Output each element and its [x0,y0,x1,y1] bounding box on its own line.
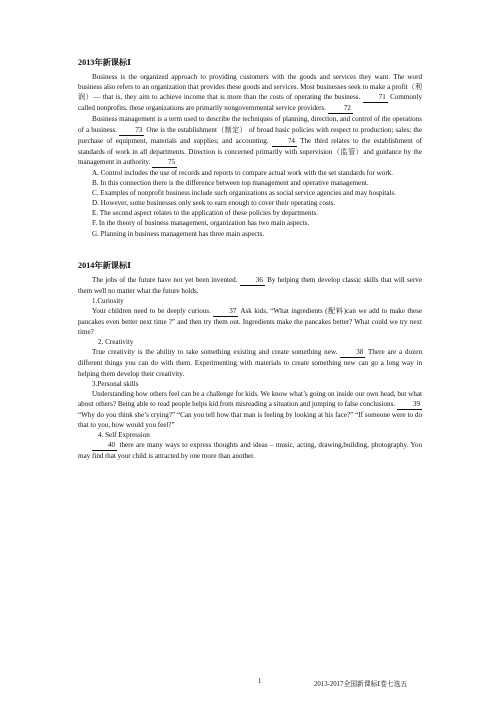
paragraph-text: The third relates to the establishment of standards of work in all departments. Direction is concerned primarily with supervision（监管）and guidance by the management in authority. [78,136,423,166]
paragraph-text: One is the establishment（制定） of broad basic policies with respect to production; sales; the purchase of equipment, materials and supplies; and accounting. [78,125,422,145]
option-e: E. The second aspect relates to the application of these policies by departments. [92,209,319,218]
paragraph-text: By helping them develop classic skills that will serve them well no matter what the future holds. [78,275,423,295]
paragraph-text: there are many ways to express thoughts and ideas – music, acting, drawing,building, photography. You may find that your child is attracted by one more than another. [78,441,422,461]
document-content [78,58,422,461]
passage-2014-paragraph-4 [78,389,422,430]
option-g: G. Planning in business management has three main aspects. [92,229,265,238]
subheading-curiosity: 1.Curiosity [92,296,124,305]
paragraph-text: Ask kids, “What ingredients (配料)can we add to make these pancakes even better next time ?” and then try them out. Ingredients make the pancakes better? What could we try next time? [78,306,423,337]
blank-75: 75 [152,157,177,168]
option-f: F. In the theory of business management, organization has two main aspects. [92,219,310,228]
passage-2014-paragraph-1 [78,275,422,296]
blank-39: 39 [397,399,422,410]
blank-72: 72 [328,103,353,114]
passage-2014-paragraph-3 [78,347,422,378]
blank-36: 36 [240,275,265,286]
section-spacer [78,239,422,261]
paragraph-text: Your children need to be deeply curious. [92,306,211,315]
passage-2014-paragraph-5 [78,440,422,461]
paragraph-text: “Why do you think she’s crying?” “Can you tell how that man is feeling by looking at his face?” “If someone were to do that to you, how would you feel?” [78,410,422,429]
paragraph-text: True creativity is the ability to take something existing and create something new. [92,348,338,357]
option-a: A. Control includes the use of records and reports to compare actual work with the set standards for work. [92,168,394,177]
blank-38: 38 [340,347,365,358]
paragraph-text: Understanding how others feel can be a challenge for kids. We know what’s going on inside our own head, but what about others? Being able to read people helps kid from misreading a situation and jumping to false conclusions. [78,389,422,408]
page-number: 1 [258,678,262,685]
blank-40: 40 [92,440,117,451]
section-heading-2013: 2013年新课标Ⅰ [78,58,131,67]
paragraph-text: There are a dozen different things you can do with them. Experimenting with materials to create something new can go a long way in helping them develop their creativity. [78,348,422,378]
passage-2013-paragraph-2 [78,114,422,167]
subheading-personal-skills: 3.Personal skills [92,379,139,388]
paragraph-text: Commonly called nonprofits, these organizations are primarily nongovernmental service providers. [78,93,423,113]
option-c: C. Examples of nonprofit business include such organizations as social service agencies and may hospitals. [92,189,397,198]
paragraph-text: Business is the organized approach to providing customers with the goods and services they want. The word business also refers to an organization that provides these goods and services. Most businesses seek to make a profit（利润）— that is, they aim to achieve income that is more than the costs of operating the business. [78,73,422,102]
blank-71: 71 [363,92,388,103]
subheading-self-expression: 4. Self Expression [98,431,150,440]
paragraph-text: The jobs of the future have not yet been invented. [92,275,238,284]
section-heading-2014: 2014年新课标Ⅰ [78,260,131,270]
blank-74: 74 [272,136,297,147]
blank-73: 73 [119,125,144,136]
passage-2014-paragraph-2 [78,306,422,337]
paragraph-text: Business management is a term used to describe the techniques of planning, direction, and control of the operations of a business. [78,115,422,134]
option-d: D. However, some businesses only seek to earn enough to cover their operating costs. [92,199,336,208]
passage-2013-paragraph-1 [78,72,422,114]
blank-37: 37 [213,306,238,317]
subheading-creativity: 2. Creativity [98,338,134,347]
footer-text: 2013-2017全国新课标Ⅰ卷七选五 [314,681,408,688]
option-b: B. In this connection there is the difference between top management and operative management. [92,179,369,188]
